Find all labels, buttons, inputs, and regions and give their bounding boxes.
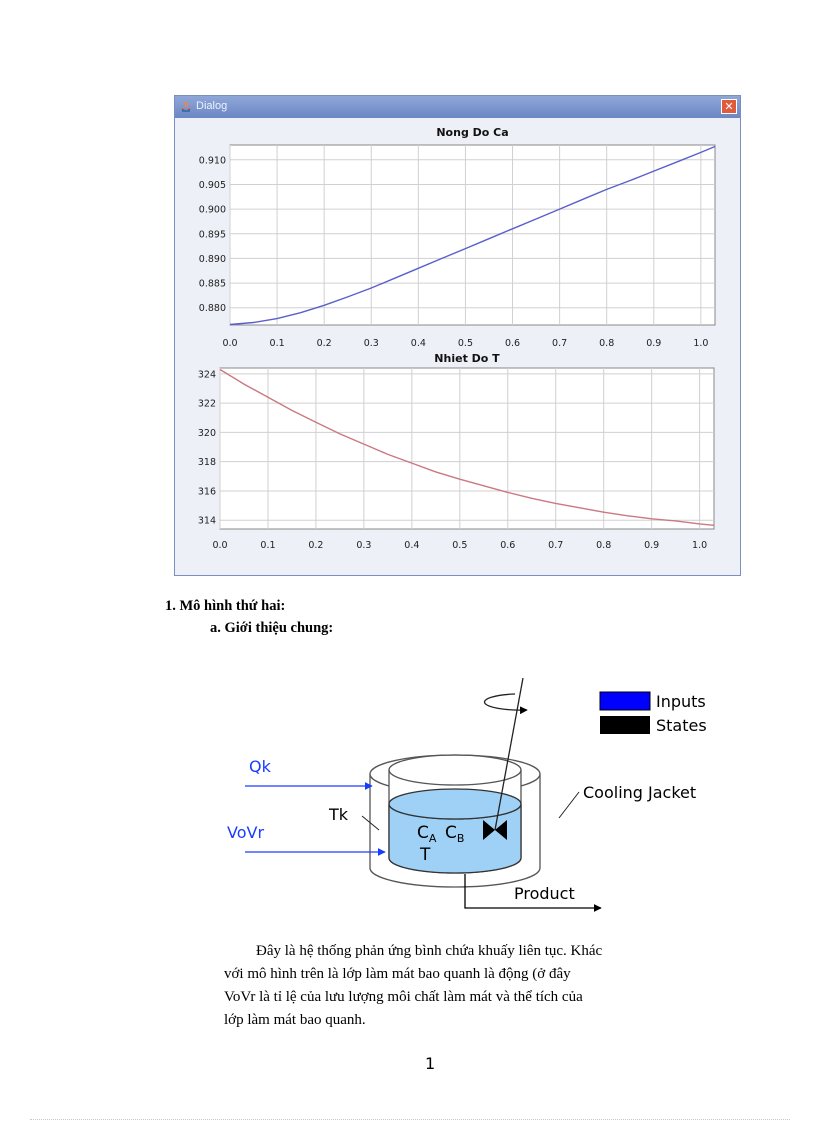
x-tick-label: 1.0 — [692, 540, 708, 551]
paragraph-line: VoVr là tỉ lệ của lưu lượng môi chất làm mát và thể tích của — [224, 989, 583, 1005]
legend-inputs-swatch — [600, 692, 650, 710]
y-tick-label: 322 — [197, 398, 216, 410]
y-tick-label: 0.900 — [198, 204, 226, 216]
ca-label: $C_A$ — [417, 823, 437, 845]
x-tick-label: 0.2 — [308, 540, 324, 551]
y-tick-label: 0.885 — [198, 278, 226, 290]
x-tick-label: 0.9 — [646, 338, 662, 349]
x-tick-label: 0.0 — [212, 540, 228, 551]
jacket-leader — [559, 792, 579, 818]
paragraph-line: Đây là hệ thống phản ứng bình chứa khuấy liên tục. Khác — [256, 943, 603, 959]
cb-label: $C_B$ — [445, 823, 465, 845]
chart-title: Nhiet Do T — [434, 352, 500, 365]
rotation-arrow-icon — [485, 694, 527, 710]
section-heading: 1. Mô hình thứ hai: — [165, 598, 286, 614]
legend-states-label: States — [656, 716, 707, 735]
y-tick-label: 0.895 — [198, 229, 226, 241]
java-app-icon — [179, 100, 193, 114]
x-tick-label: 0.6 — [500, 540, 516, 551]
x-tick-label: 0.8 — [599, 338, 615, 349]
x-tick-label: 0.7 — [548, 540, 564, 551]
x-tick-label: 0.5 — [457, 338, 473, 349]
plot-background — [230, 145, 715, 325]
x-tick-label: 0.4 — [404, 540, 420, 551]
paragraph-line: với mô hình trên là lớp làm mát bao quanh là động (ở đây — [224, 966, 571, 982]
reactor-diagram — [215, 678, 715, 918]
x-tick-label: 1.0 — [693, 338, 709, 349]
tk-label: Tk — [329, 805, 349, 824]
close-icon: ✕ — [724, 100, 734, 113]
close-button[interactable] — [721, 99, 737, 114]
y-tick-label: 316 — [197, 486, 216, 498]
paragraph-line: lớp làm mát bao quanh. — [224, 1012, 366, 1028]
y-tick-label: 324 — [197, 369, 216, 381]
x-tick-label: 0.4 — [410, 338, 426, 349]
x-tick-label: 0.2 — [316, 338, 332, 349]
subsection-heading: a. Giới thiệu chung: — [210, 620, 334, 636]
y-tick-label: 0.905 — [198, 179, 226, 191]
dialog-title: Dialog — [196, 100, 228, 112]
x-tick-label: 0.9 — [644, 540, 660, 551]
cooling-jacket-label: Cooling Jacket — [583, 783, 697, 802]
plot-background — [220, 368, 714, 529]
qk-label: Qk — [249, 757, 271, 776]
legend-inputs-label: Inputs — [656, 692, 706, 711]
page-number: 1 — [425, 1054, 436, 1073]
vovr-label: VoVr — [227, 823, 265, 842]
x-tick-label: 0.3 — [363, 338, 379, 349]
x-tick-label: 0.1 — [260, 540, 276, 551]
dialog-titlebar[interactable] — [175, 96, 740, 118]
dialog-window — [174, 95, 741, 576]
x-tick-label: 0.6 — [504, 338, 521, 349]
x-tick-label: 0.5 — [452, 540, 468, 551]
page-divider — [30, 1119, 790, 1120]
chart-title: Nong Do Ca — [436, 126, 509, 139]
x-tick-label: 0.0 — [222, 338, 238, 349]
x-tick-label: 0.3 — [356, 540, 372, 551]
y-tick-label: 0.890 — [198, 253, 226, 265]
x-tick-label: 0.8 — [596, 540, 612, 551]
y-tick-label: 0.910 — [198, 155, 226, 167]
y-tick-label: 0.880 — [198, 303, 226, 315]
y-tick-label: 318 — [197, 457, 216, 469]
description-paragraph — [224, 940, 724, 1032]
x-tick-label: 0.7 — [552, 338, 568, 349]
x-tick-label: 0.1 — [269, 338, 285, 349]
t-label: T — [420, 845, 431, 865]
y-tick-label: 314 — [197, 515, 216, 527]
charts-panel — [175, 118, 742, 577]
legend-states-swatch — [600, 716, 650, 734]
y-tick-label: 320 — [197, 427, 216, 439]
product-label: Product — [514, 884, 575, 903]
